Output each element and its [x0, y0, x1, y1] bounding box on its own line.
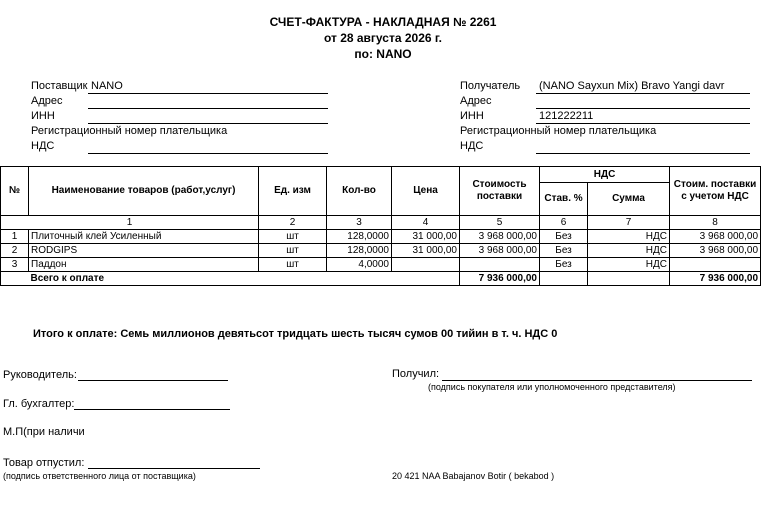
director-line — [78, 380, 228, 381]
col-number-8: 8 — [670, 216, 761, 230]
row-total: 3 968 000,00 — [670, 230, 761, 244]
col-number-3: 3 — [327, 216, 392, 230]
header-price: Цена — [392, 167, 460, 216]
row-price — [392, 258, 460, 272]
col-number-5: 5 — [460, 216, 540, 230]
recipient-inn-line — [536, 123, 750, 124]
released-label: Товар отпустил: — [3, 457, 85, 469]
total-spacer — [1, 272, 29, 286]
released-note: (подпись ответственного лица от поставщика) — [3, 471, 196, 481]
supplier-address-label: Адрес — [31, 95, 63, 107]
director-label: Руководитель: — [3, 369, 77, 381]
invoice-by: по: NANO — [354, 47, 412, 61]
header-name: Наименование товаров (работ,услуг) — [29, 167, 259, 216]
header-no: № — [1, 167, 29, 216]
row-price: 31 000,00 — [392, 244, 460, 258]
recipient-address-line — [536, 108, 750, 109]
received-note: (подпись покупателя или уполномоченного представителя) — [428, 382, 676, 392]
accountant-line — [74, 409, 230, 410]
supplier-inn-line — [88, 123, 328, 124]
row-rate: Без — [540, 230, 588, 244]
recipient-inn-label: ИНН — [460, 110, 484, 122]
received-line — [442, 380, 752, 381]
row-rate: Без — [540, 258, 588, 272]
row-no: 1 — [1, 230, 29, 244]
row-name: Плиточный клей Усиленный — [29, 230, 259, 244]
row-total — [670, 258, 761, 272]
row-qty: 4,0000 — [327, 258, 392, 272]
row-no: 2 — [1, 244, 29, 258]
accountant-label: Гл. бухгалтер: — [3, 398, 75, 410]
col-number-7: 7 — [588, 216, 670, 230]
row-price: 31 000,00 — [392, 230, 460, 244]
row-vat: НДС — [588, 258, 670, 272]
row-qty: 128,0000 — [327, 244, 392, 258]
released-line — [88, 468, 260, 469]
header-total: Стоим. поставки с учетом НДС — [670, 167, 761, 216]
supplier-name: NANO — [91, 80, 123, 92]
row-cost: 3 968 000,00 — [460, 244, 540, 258]
table-row — [1, 230, 761, 244]
supplier-label: Поставщик — [31, 80, 88, 92]
row-rate: Без — [540, 244, 588, 258]
row-qty: 128,0000 — [327, 230, 392, 244]
col-number-4: 4 — [392, 216, 460, 230]
recipient-reg-label: Регистрационный номер плательщика — [460, 125, 657, 137]
total-label: Всего к оплате — [29, 272, 460, 286]
recipient-vat-line — [536, 153, 750, 154]
header-vat-rate: Став. % — [540, 183, 588, 216]
row-vat: НДС — [588, 244, 670, 258]
col-number-6: 6 — [540, 216, 588, 230]
invoice-table — [0, 166, 761, 286]
table-row — [1, 258, 761, 272]
row-unit: шт — [259, 230, 327, 244]
recipient-vat-label: НДС — [460, 140, 484, 152]
stamp-label: М.П(при наличи — [3, 426, 85, 438]
supplier-reg-label: Регистрационный номер плательщика — [31, 125, 228, 137]
header-unit: Ед. изм — [259, 167, 327, 216]
recipient-address-label: Адрес — [460, 95, 492, 107]
total-rate-empty — [540, 272, 588, 286]
row-vat: НДС — [588, 230, 670, 244]
recipient-name-line — [536, 93, 750, 94]
supplier-name-line — [88, 93, 328, 94]
row-unit: шт — [259, 258, 327, 272]
received-label: Получил: — [392, 368, 440, 380]
supplier-vat-label: НДС — [31, 140, 55, 152]
table-row — [1, 244, 761, 258]
amount-in-words: Итого к оплате: Семь миллионов девятьсот тридцать шесть тысяч сумов 00 тийин в т. ч. НДС 0 — [33, 328, 558, 340]
row-name: RODGIPS — [29, 244, 259, 258]
col-number-2: 2 — [259, 216, 327, 230]
invoice-date: от 28 августа 2026 г. — [323, 31, 443, 45]
header-vat: НДС — [540, 167, 670, 183]
total-vat-empty — [588, 272, 670, 286]
supplier-vat-line — [88, 153, 328, 154]
recipient-name: (NANO Sayxun Mix) Bravo Yangi davr — [539, 80, 725, 92]
supplier-address-line — [88, 108, 328, 109]
row-cost — [460, 258, 540, 272]
supplier-inn-label: ИНН — [31, 110, 55, 122]
header-qty: Кол-во — [327, 167, 392, 216]
header-cost: Стоимость поставки — [460, 167, 540, 216]
row-name: Паддон — [29, 258, 259, 272]
row-unit: шт — [259, 244, 327, 258]
recipient-inn: 121222211 — [539, 110, 594, 122]
total-sum: 7 936 000,00 — [670, 272, 761, 286]
total-row — [1, 272, 761, 286]
invoice-title: СЧЕТ-ФАКТУРА - НАКЛАДНАЯ № 2261 — [269, 15, 497, 29]
row-no: 3 — [1, 258, 29, 272]
agent-info: 20 421 NAA Babajanov Botir ( bekabod ) — [392, 471, 555, 481]
recipient-label: Получатель — [460, 80, 521, 92]
header-vat-sum: Сумма — [588, 183, 670, 216]
row-total: 3 968 000,00 — [670, 244, 761, 258]
col-number-1: 1 — [1, 216, 259, 230]
total-cost: 7 936 000,00 — [460, 272, 540, 286]
row-cost: 3 968 000,00 — [460, 230, 540, 244]
